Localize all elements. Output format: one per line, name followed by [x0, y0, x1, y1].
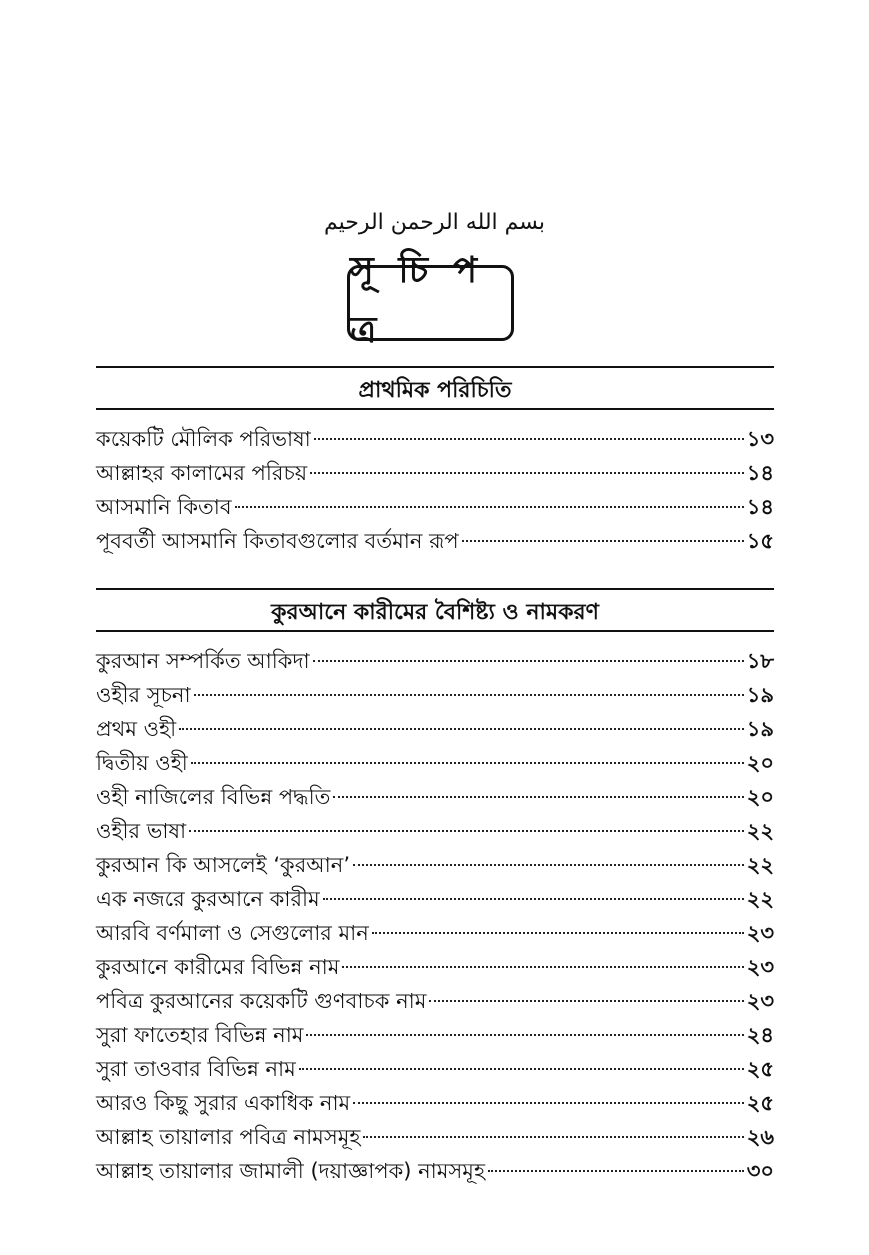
toc-section-quran-features [96, 588, 774, 1188]
section-divider [96, 630, 774, 632]
dot-leader [189, 830, 744, 832]
dot-leader [191, 762, 744, 764]
section-heading: কুরআনে কারীমের বৈশিষ্ট্য ও নামকরণ [271, 600, 599, 625]
toc-entry[interactable] [96, 780, 774, 814]
toc-entry[interactable] [96, 1154, 774, 1188]
dot-leader [353, 1102, 744, 1104]
toc-entry[interactable] [96, 678, 774, 712]
toc-entry-label: কয়েকটি মৌলিক পরিভাষা [96, 427, 311, 451]
toc-entry[interactable] [96, 1086, 774, 1120]
toc-entry-label: ওহী নাজিলের বিভিন্ন পদ্ধতি [96, 785, 331, 809]
dot-leader [333, 796, 743, 798]
toc-entry-page: ২২ [746, 853, 774, 877]
page-title: সূ চি প ত্র [350, 250, 484, 351]
toc-entry-label: ওহীর সূচনা [96, 683, 191, 707]
toc-entry-page: ১৫ [746, 529, 774, 553]
toc-entry-page: ৩০ [746, 1159, 774, 1183]
section-divider [96, 588, 774, 590]
toc-entry-page: ১৮ [746, 649, 774, 673]
toc-entry-label: এক নজরে কুরআনে কারীম [96, 887, 320, 911]
bismillah-heading: بسم الله الرحمن الرحيم [323, 210, 546, 235]
toc-entry-list [96, 422, 774, 558]
toc-entry-page: ১৯ [746, 717, 774, 741]
toc-entry[interactable] [96, 916, 774, 950]
dot-leader [310, 472, 744, 474]
toc-entry-label: প্রথম ওহী [96, 717, 177, 741]
toc-entry-label: আল্লাহ তায়ালার জামালী (দয়াজ্ঞাপক) নামসমূহ [96, 1159, 486, 1183]
toc-entry-page: ২২ [746, 819, 774, 843]
toc-entry[interactable] [96, 422, 774, 456]
toc-entry-list [96, 644, 774, 1188]
dot-leader [313, 660, 744, 662]
dot-leader [462, 540, 744, 542]
toc-entry-label: কুরআন কি আসলেই ‘কুরআন’ [96, 853, 350, 877]
toc-entry-label: আরবি বর্ণমালা ও সেগুলোর মান [96, 921, 369, 945]
toc-entry-page: ২৫ [746, 1057, 774, 1081]
toc-entry-label: ওহীর ভাষা [96, 819, 187, 843]
toc-entry[interactable] [96, 814, 774, 848]
toc-entry[interactable] [96, 746, 774, 780]
toc-entry-page: ১৪ [746, 461, 774, 485]
toc-entry-page: ২৩ [746, 955, 774, 979]
toc-entry[interactable] [96, 848, 774, 882]
toc-entry-label: পবিত্র কুরআনের কয়েকটি গুণবাচক নাম [96, 989, 427, 1013]
toc-entry-label: কুরআনে কারীমের বিভিন্ন নাম [96, 955, 340, 979]
toc-entry[interactable] [96, 524, 774, 558]
toc-entry[interactable] [96, 712, 774, 746]
toc-entry[interactable] [96, 644, 774, 678]
toc-entry-page: ২০ [746, 785, 774, 809]
dot-leader [342, 966, 743, 968]
dot-leader [363, 1136, 743, 1138]
toc-entry-page: ২৫ [746, 1091, 774, 1115]
dot-leader [306, 1034, 743, 1036]
dot-leader [235, 506, 744, 508]
toc-entry-label: আরও কিছু সুরার একাধিক নাম [96, 1091, 351, 1115]
toc-entry-label: আসমানি কিতাব [96, 495, 232, 519]
toc-entry-label: পূববর্তী আসমানি কিতাবগুলোর বর্তমান রূপ [96, 529, 459, 553]
toc-entry-page: ১৩ [746, 427, 774, 451]
section-divider [96, 408, 774, 410]
dot-leader [194, 694, 744, 696]
toc-entry-label: কুরআন সম্পর্কিত আকিদা [96, 649, 310, 673]
toc-entry-page: ২০ [746, 751, 774, 775]
toc-entry-page: ২২ [746, 887, 774, 911]
dot-leader [429, 1000, 743, 1002]
toc-entry[interactable] [96, 882, 774, 916]
toc-entry[interactable] [96, 1052, 774, 1086]
toc-entry-label: আল্লাহ তায়ালার পবিত্র নামসমূহ [96, 1125, 361, 1149]
toc-entry-label: সুরা ফাতেহার বিভিন্ন নাম [96, 1023, 304, 1047]
dot-leader [299, 1068, 744, 1070]
section-divider [96, 366, 774, 368]
toc-entry-label: সুরা তাওবার বিভিন্ন নাম [96, 1057, 296, 1081]
toc-entry-label: আল্লাহর কালামের পরিচয় [96, 461, 308, 485]
toc-entry[interactable] [96, 456, 774, 490]
toc-entry[interactable] [96, 490, 774, 524]
toc-entry[interactable] [96, 950, 774, 984]
section-heading: প্রাথমিক পরিচিতি [358, 378, 512, 403]
page-title-box [347, 250, 514, 351]
toc-entry-label: দ্বিতীয় ওহী [96, 751, 188, 775]
toc-entry-page: ২৬ [746, 1125, 774, 1149]
dot-leader [353, 864, 744, 866]
dot-leader [314, 438, 744, 440]
dot-leader [179, 728, 744, 730]
toc-section-introduction [96, 366, 774, 558]
toc-entry[interactable] [96, 1120, 774, 1154]
toc-entry[interactable] [96, 984, 774, 1018]
dot-leader [372, 932, 744, 934]
toc-entry-page: ১৯ [746, 683, 774, 707]
dot-leader [488, 1170, 744, 1172]
dot-leader [323, 898, 744, 900]
toc-entry-page: ২৩ [746, 989, 774, 1013]
toc-entry[interactable] [96, 1018, 774, 1052]
toc-entry-page: ২৩ [746, 921, 774, 945]
toc-entry-page: ১৪ [746, 495, 774, 519]
toc-entry-page: ২৪ [746, 1023, 774, 1047]
